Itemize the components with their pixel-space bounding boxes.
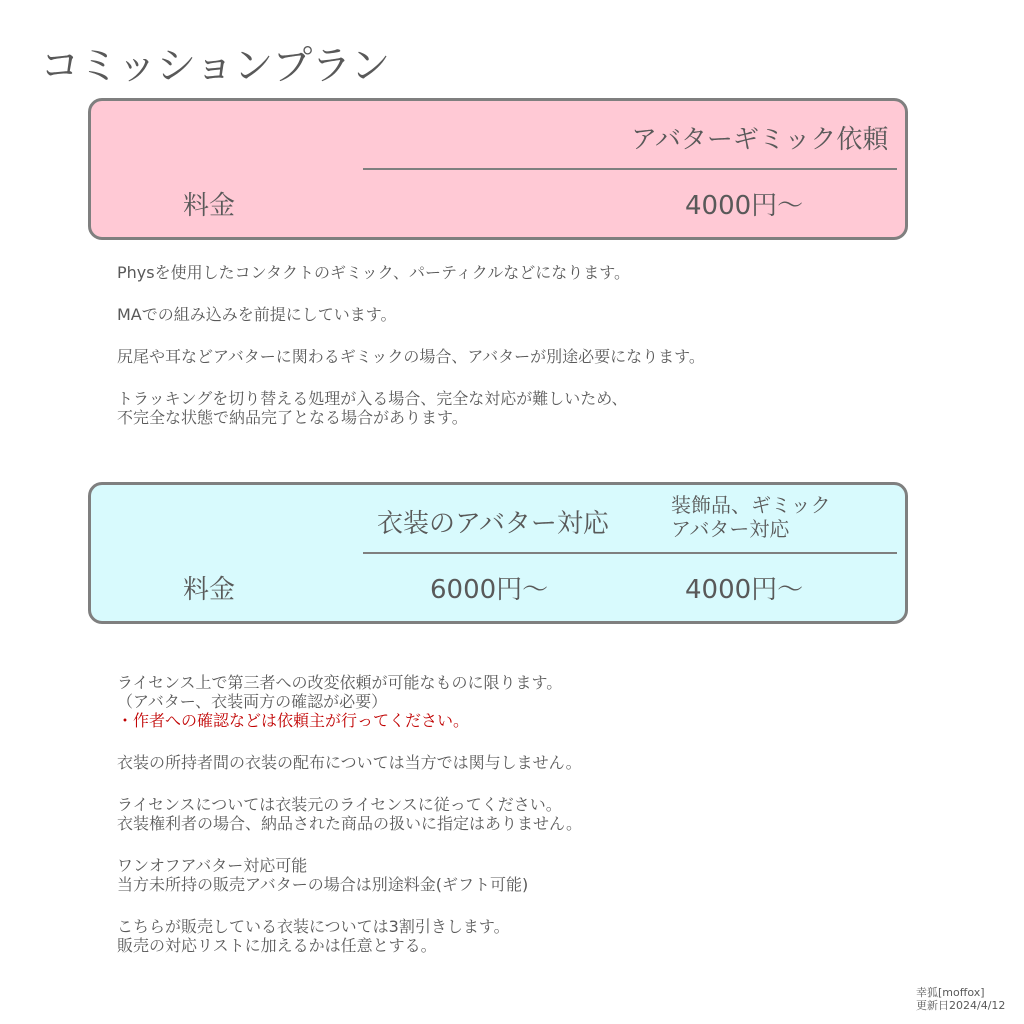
accessory-plan-price: 4000円～	[685, 575, 804, 605]
note-line: 尻尾や耳などアバターに関わるギミックの場合、アバターが別途必要になります。	[117, 347, 705, 366]
outfit-plan-box	[88, 482, 908, 624]
note-line: MAでの組み込みを前提にしています。	[117, 305, 397, 324]
note-line: 不完全な状態で納品完了となる場合があります。	[117, 408, 468, 427]
note-line: Physを使用したコンタクトのギミック、パーティクルなどになります。	[117, 263, 630, 282]
header-divider	[363, 552, 897, 554]
note-paragraph	[117, 673, 582, 730]
note-line: ライセンスについては衣装元のライセンスに従ってください。	[117, 795, 562, 814]
note-paragraph	[117, 917, 582, 955]
gimmick-plan-price: 4000円～	[685, 191, 804, 221]
author-name: 幸狐[moffox]	[916, 986, 985, 999]
note-line: トラッキングを切り替える処理が入る場合、完全な対応が難しいため、	[117, 389, 628, 408]
updated-date: 更新日2024/4/12	[916, 999, 1006, 1012]
note-line: ライセンス上で第三者への改変依頼が可能なものに限ります。	[117, 673, 563, 692]
note-paragraph	[117, 389, 705, 427]
gimmick-plan-header: アバターギミック依頼	[631, 125, 889, 155]
note-line: （アバター、衣装両方の確認が必要）	[117, 692, 388, 711]
accessory-header-line1: 装飾品、ギミック	[671, 493, 831, 517]
price-row-label: 料金	[183, 575, 236, 605]
note-line: 衣装の所持者間の衣装の配布については当方では関与しません。	[117, 753, 582, 772]
accessory-plan-header	[671, 493, 831, 541]
note-line: 衣装権利者の場合、納品された商品の扱いに指定はありません。	[117, 814, 582, 833]
warning-note: ・作者への確認などは依頼主が行ってください。	[117, 711, 470, 730]
outfit-plan-notes	[117, 673, 582, 978]
note-paragraph	[117, 795, 582, 833]
note-paragraph	[117, 856, 582, 894]
gimmick-plan-notes	[117, 263, 705, 450]
footer-credit	[916, 986, 1005, 1012]
page-title: コミッションプラン	[40, 43, 390, 89]
outfit-plan-price: 6000円～	[430, 575, 549, 605]
note-line: 当方未所持の販売アバターの場合は別途料金(ギフト可能)	[117, 875, 529, 894]
note-line: 販売の対応リストに加えるかは任意とする。	[117, 936, 437, 955]
accessory-header-line2: アバター対応	[671, 517, 790, 541]
header-divider	[363, 168, 897, 170]
price-row-label: 料金	[183, 191, 236, 221]
gimmick-plan-box	[88, 98, 908, 240]
outfit-plan-header: 衣装のアバター対応	[377, 509, 609, 539]
note-line: ワンオフアバター対応可能	[117, 856, 308, 875]
note-line: こちらが販売している衣装については3割引きします。	[117, 917, 510, 936]
